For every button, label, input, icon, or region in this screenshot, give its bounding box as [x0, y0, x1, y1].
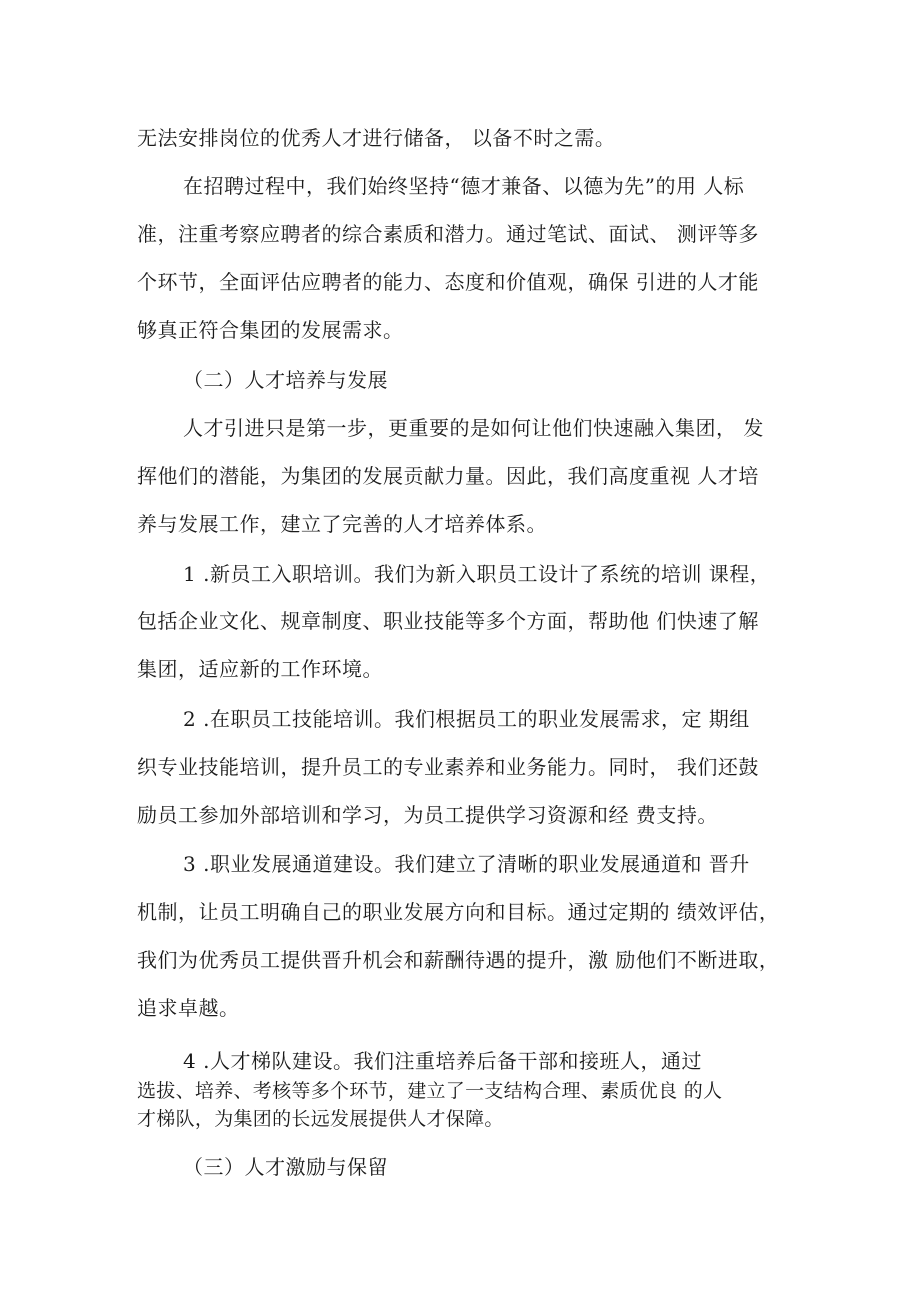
paragraph-line: 在招聘过程中，我们始终坚持“德才兼备、以德为先”的用 人标 [183, 174, 745, 198]
list-item-line: 3 .职业发展通道建设。我们建立了清晰的职业发展通道和 晋升 [183, 852, 750, 876]
list-item-line: 包括企业文化、规章制度、职业技能等多个方面，帮助他 们快速了解 [137, 609, 759, 633]
list-item-line: 才梯队，为集团的长远发展提供人才保障。 [137, 1108, 504, 1130]
list-item-line: 1 .新员工入职培训。我们为新入职员工设计了系统的培训 课程， [183, 562, 771, 586]
section-heading: （三）人才激励与保留 [183, 1155, 388, 1179]
list-item-line: 2 .在职员工技能培训。我们根据员工的职业发展需求，定 期组 [183, 707, 750, 731]
paragraph-line: 够真正符合集团的发展需求。 [137, 318, 404, 342]
list-item-line: 4 .人才梯队建设。我们注重培养后备干部和接班人，通过 [183, 1049, 702, 1073]
paragraph-line: 准，注重考察应聘者的综合素质和潜力。通过笔试、面试、 测评等多 [137, 222, 759, 246]
list-item-line: 励员工参加外部培训和学习，为员工提供学习资源和经 费支持。 [137, 803, 718, 827]
list-item-line: 追求卓越。 [137, 996, 240, 1020]
paragraph-line: 挥他们的潜能，为集团的发展贡献力量。因此，我们高度重视 人才培 [137, 464, 759, 488]
paragraph-line: 个环节，全面评估应聘者的能力、态度和价值观，确保 引进的人才能 [137, 270, 759, 294]
paragraph-line: 人才引进只是第一步，更重要的是如何让他们快速融入集团， 发 [183, 416, 764, 440]
paragraph-line: 无法安排岗位的优秀人才进行储备， 以备不时之需。 [137, 126, 616, 150]
list-item-line: 选拔、培养、考核等多个环节，建立了一支结构合理、素质优良 的人 [137, 1080, 723, 1102]
list-item-line: 我们为优秀员工提供晋升机会和薪酬待遇的提升，激 励他们不断进取， [137, 948, 780, 972]
list-item-line: 机制，让员工明确自己的职业发展方向和目标。通过定期的 绩效评估， [137, 900, 780, 924]
section-heading: （二）人才培养与发展 [183, 368, 388, 392]
paragraph-line: 养与发展工作，建立了完善的人才培养体系。 [137, 512, 547, 536]
list-item-line: 织专业技能培训，提升员工的专业素养和业务能力。同时， 我们还鼓 [137, 755, 759, 779]
list-item-line: 集团，适应新的工作环境。 [137, 657, 383, 681]
